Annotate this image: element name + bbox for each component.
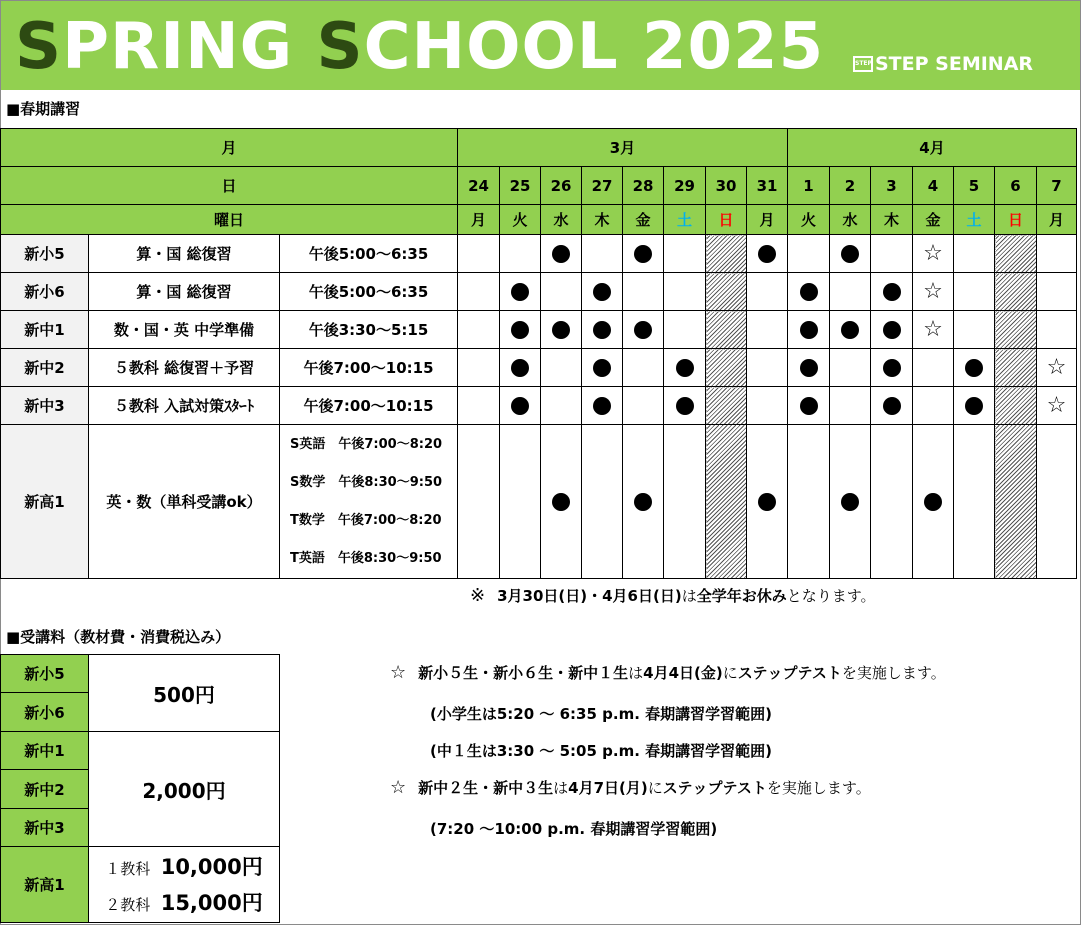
course-name: ５教科 入試対策ｽﾀｰﾄ <box>89 387 280 425</box>
course-name: 数・国・英 中学準備 <box>89 311 280 349</box>
session-dot-icon <box>758 493 776 511</box>
grade-label: 新小6 <box>1 273 89 311</box>
schedule-cell <box>458 235 500 273</box>
fee-grade: 新小6 <box>1 693 89 732</box>
session-dot-icon <box>552 321 570 339</box>
schedule-cell <box>913 349 954 387</box>
schedule-cell <box>830 349 871 387</box>
info-line: ☆ 新中２生・新中３生は4月7日(月)にステップテストを実施します。 <box>390 777 871 798</box>
schedule-cell <box>747 425 788 579</box>
session-dot-icon <box>841 245 859 263</box>
session-dot-icon <box>841 321 859 339</box>
day-number: 31 <box>747 167 788 205</box>
day-number: 5 <box>954 167 995 205</box>
weekday <box>500 205 541 235</box>
schedule-cell <box>500 387 541 425</box>
grade-label: 新中1 <box>1 311 89 349</box>
weekday <box>788 205 830 235</box>
day-number: 25 <box>500 167 541 205</box>
course-time: 午後7:00～10:15 <box>280 349 458 387</box>
grade-label: 新高1 <box>1 425 89 579</box>
day-number: 2 <box>830 167 871 205</box>
schedule-cell <box>664 387 706 425</box>
day-number: 26 <box>541 167 582 205</box>
weekday-label: 土 <box>966 211 982 229</box>
schedule-cell <box>954 235 995 273</box>
schedule-cell <box>582 349 623 387</box>
fee-price-hs: １教科 10,000円 ２教科 15,000円 <box>89 847 280 923</box>
session-dot-icon <box>676 397 694 415</box>
schedule-cell <box>871 235 913 273</box>
course-time: 午後5:00～6:35 <box>280 273 458 311</box>
fee-grade: 新中3 <box>1 809 89 847</box>
fee-grade: 新小5 <box>1 655 89 693</box>
schedule-cell <box>830 311 871 349</box>
session-dot-icon <box>552 493 570 511</box>
session-dot-icon <box>634 321 652 339</box>
weekday-label: 火 <box>512 211 528 229</box>
test-star-icon: ☆ <box>923 316 943 342</box>
day-number: 29 <box>664 167 706 205</box>
schedule-cell <box>458 425 500 579</box>
fee-grade: 新高1 <box>1 847 89 923</box>
course-time: 午後7:00～10:15 <box>280 387 458 425</box>
schedule-cell <box>1037 311 1077 349</box>
brand-logo <box>853 53 1033 75</box>
course-name: ５教科 総復習＋予習 <box>89 349 280 387</box>
grade-label: 新中3 <box>1 387 89 425</box>
schedule-cell <box>913 235 954 273</box>
course-row <box>1 311 1077 349</box>
schedule-cell <box>995 349 1037 387</box>
schedule-cell <box>913 425 954 579</box>
day-header-label: 日 <box>1 167 458 205</box>
schedule-cell <box>500 235 541 273</box>
schedule-cell <box>913 387 954 425</box>
course-row <box>1 273 1077 311</box>
schedule-cell <box>954 387 995 425</box>
course-time: 午後5:00～6:35 <box>280 235 458 273</box>
schedule-cell <box>541 235 582 273</box>
schedule-cell <box>954 349 995 387</box>
weekday <box>706 205 747 235</box>
schedule-cell <box>1037 425 1077 579</box>
weekday-header-label: 曜日 <box>1 205 458 235</box>
day-number: 6 <box>995 167 1037 205</box>
weekday-label: 日 <box>1007 211 1023 229</box>
session-dot-icon <box>800 359 818 377</box>
day-number: 7 <box>1037 167 1077 205</box>
day-number: 30 <box>706 167 747 205</box>
schedule-cell <box>788 273 830 311</box>
course-time: S数学 午後8:30～9:50 <box>290 474 443 490</box>
info-line: (7:20 ～10:00 p.m. 春期講習学習範囲) <box>430 820 718 838</box>
weekday <box>458 205 500 235</box>
session-dot-icon <box>883 283 901 301</box>
schedule-cell <box>623 273 664 311</box>
schedule-cell <box>788 235 830 273</box>
day-number: 4 <box>913 167 954 205</box>
fee-price: 500円 <box>89 655 280 732</box>
weekday-label: 日 <box>718 211 734 229</box>
schedule-cell <box>623 311 664 349</box>
course-time: T英語 午後8:30～9:50 <box>290 550 442 566</box>
schedule-cell <box>747 273 788 311</box>
schedule-cell <box>995 273 1037 311</box>
month-header-label: 月 <box>1 129 458 167</box>
schedule-cell <box>747 387 788 425</box>
weekday-label: 木 <box>883 211 899 229</box>
schedule-cell <box>871 273 913 311</box>
test-star-icon: ☆ <box>1046 354 1067 380</box>
session-dot-icon <box>511 321 529 339</box>
schedule-cell <box>747 311 788 349</box>
schedule-cell <box>706 273 747 311</box>
weekday <box>871 205 913 235</box>
schedule-cell <box>664 349 706 387</box>
session-dot-icon <box>965 359 983 377</box>
weekday <box>995 205 1037 235</box>
info-line: (小学生は5:20 ～ 6:35 p.m. 春期講習学習範囲) <box>430 705 772 723</box>
schedule-cell <box>500 425 541 579</box>
schedule-table <box>0 128 1077 579</box>
schedule-cell <box>871 311 913 349</box>
step-logo-icon: STEP <box>853 56 873 72</box>
session-dot-icon <box>511 397 529 415</box>
grade-label: 新小5 <box>1 235 89 273</box>
schedule-cell <box>458 311 500 349</box>
session-dot-icon <box>593 321 611 339</box>
schedule-cell <box>1037 273 1077 311</box>
session-dot-icon <box>593 283 611 301</box>
weekday-label: 月 <box>470 211 486 229</box>
brand-name: STEP SEMINAR <box>875 53 1034 75</box>
schedule-cell <box>582 273 623 311</box>
schedule-cell <box>871 387 913 425</box>
course-row <box>1 235 1077 273</box>
weekday <box>582 205 623 235</box>
schedule-cell <box>541 387 582 425</box>
fee-table <box>0 654 280 923</box>
schedule-cell <box>623 425 664 579</box>
weekday <box>830 205 871 235</box>
course-time: 午後3:30～5:15 <box>280 311 458 349</box>
day-number: 3 <box>871 167 913 205</box>
session-dot-icon <box>593 397 611 415</box>
course-name: 算・国 総復習 <box>89 235 280 273</box>
session-dot-icon <box>552 245 570 263</box>
weekday-label: 火 <box>800 211 816 229</box>
course-row <box>1 349 1077 387</box>
course-name: 英・数（単科受講ok） <box>89 425 280 579</box>
schedule-cell <box>706 349 747 387</box>
info-line: (中１生は3:30 ～ 5:05 p.m. 春期講習学習範囲) <box>430 742 772 760</box>
session-dot-icon <box>634 245 652 263</box>
weekday-label: 土 <box>676 211 692 229</box>
schedule-cell <box>995 387 1037 425</box>
schedule-cell <box>1037 349 1077 387</box>
weekday <box>954 205 995 235</box>
header-banner <box>1 1 1080 90</box>
session-dot-icon <box>800 397 818 415</box>
schedule-cell <box>582 387 623 425</box>
schedule-cell <box>541 311 582 349</box>
schedule-cell <box>830 387 871 425</box>
schedule-cell <box>788 387 830 425</box>
schedule-cell <box>871 425 913 579</box>
weekday-label: 水 <box>553 211 569 229</box>
schedule-cell <box>458 387 500 425</box>
weekday <box>747 205 788 235</box>
schedule-cell <box>541 349 582 387</box>
schedule-cell <box>913 273 954 311</box>
schedule-cell <box>582 425 623 579</box>
schedule-cell <box>500 349 541 387</box>
schedule-cell <box>500 311 541 349</box>
schedule-cell <box>913 311 954 349</box>
schedule-cell <box>995 311 1037 349</box>
day-number: 27 <box>582 167 623 205</box>
schedule-cell <box>664 273 706 311</box>
course-name: 算・国 総復習 <box>89 273 280 311</box>
session-dot-icon <box>800 283 818 301</box>
schedule-cell <box>830 235 871 273</box>
schedule-cell <box>458 273 500 311</box>
schedule-cell <box>706 311 747 349</box>
weekday <box>1037 205 1077 235</box>
session-dot-icon <box>634 493 652 511</box>
schedule-cell <box>995 425 1037 579</box>
page-title: SPRING SCHOOL 2025 <box>15 10 825 84</box>
schedule-cell <box>954 425 995 579</box>
weekday <box>541 205 582 235</box>
schedule-cell <box>706 235 747 273</box>
schedule-cell <box>995 235 1037 273</box>
session-dot-icon <box>800 321 818 339</box>
session-dot-icon <box>758 245 776 263</box>
schedule-cell <box>458 349 500 387</box>
weekday-label: 月 <box>759 211 775 229</box>
schedule-cell <box>706 387 747 425</box>
schedule-cell <box>871 349 913 387</box>
info-line: ☆ 新小５生・新小６生・新中１生は4月4日(金)にステップテストを実施します。 <box>390 662 946 683</box>
closure-note: ※ 3月30日(日)・4月6日(日)は全学年お休みとなります。 <box>470 585 876 606</box>
weekday-label: 金 <box>635 211 651 229</box>
session-dot-icon <box>924 493 942 511</box>
schedule-cell <box>1037 387 1077 425</box>
day-number: 28 <box>623 167 664 205</box>
weekday <box>913 205 954 235</box>
session-dot-icon <box>511 283 529 301</box>
session-dot-icon <box>883 397 901 415</box>
schedule-cell <box>623 349 664 387</box>
schedule-cell <box>664 311 706 349</box>
schedule-cell <box>623 387 664 425</box>
schedule-cell <box>830 425 871 579</box>
schedule-cell <box>1037 235 1077 273</box>
schedule-cell <box>954 273 995 311</box>
schedule-cell <box>706 425 747 579</box>
schedule-cell <box>541 425 582 579</box>
session-dot-icon <box>593 359 611 377</box>
fee-grade: 新中1 <box>1 732 89 770</box>
course-row <box>1 425 1077 579</box>
schedule-cell <box>954 311 995 349</box>
course-times <box>280 425 458 579</box>
section-spring-course: ■春期講習 <box>6 100 81 118</box>
session-dot-icon <box>883 359 901 377</box>
fee-price: 2,000円 <box>89 732 280 847</box>
course-time: T数学 午後7:00～8:20 <box>290 512 442 528</box>
schedule-cell <box>788 349 830 387</box>
session-dot-icon <box>676 359 694 377</box>
weekday <box>623 205 664 235</box>
schedule-cell <box>788 311 830 349</box>
schedule-cell <box>830 273 871 311</box>
test-star-icon: ☆ <box>1046 392 1067 418</box>
weekday-label: 金 <box>925 211 941 229</box>
day-number: 24 <box>458 167 500 205</box>
test-star-icon: ☆ <box>923 240 943 266</box>
schedule-cell <box>664 425 706 579</box>
schedule-cell <box>664 235 706 273</box>
schedule-cell <box>500 273 541 311</box>
schedule-cell <box>788 425 830 579</box>
grade-label: 新中2 <box>1 349 89 387</box>
weekday-label: 月 <box>1048 211 1064 229</box>
session-dot-icon <box>883 321 901 339</box>
schedule-cell <box>582 235 623 273</box>
day-number: 1 <box>788 167 830 205</box>
session-dot-icon <box>841 493 859 511</box>
schedule-cell <box>747 235 788 273</box>
weekday <box>664 205 706 235</box>
section-fees: ■受講料（教材費・消費税込み） <box>6 628 231 646</box>
session-dot-icon <box>965 397 983 415</box>
session-dot-icon <box>511 359 529 377</box>
schedule-cell <box>541 273 582 311</box>
test-star-icon: ☆ <box>923 278 943 304</box>
course-time: S英語 午後7:00～8:20 <box>290 436 443 452</box>
schedule-cell <box>582 311 623 349</box>
schedule-cell <box>747 349 788 387</box>
month-march: 3月 <box>458 129 788 167</box>
schedule-cell <box>623 235 664 273</box>
month-april: 4月 <box>788 129 1077 167</box>
fee-grade: 新中2 <box>1 770 89 809</box>
course-row <box>1 387 1077 425</box>
weekday-label: 木 <box>594 211 610 229</box>
weekday-label: 水 <box>842 211 858 229</box>
